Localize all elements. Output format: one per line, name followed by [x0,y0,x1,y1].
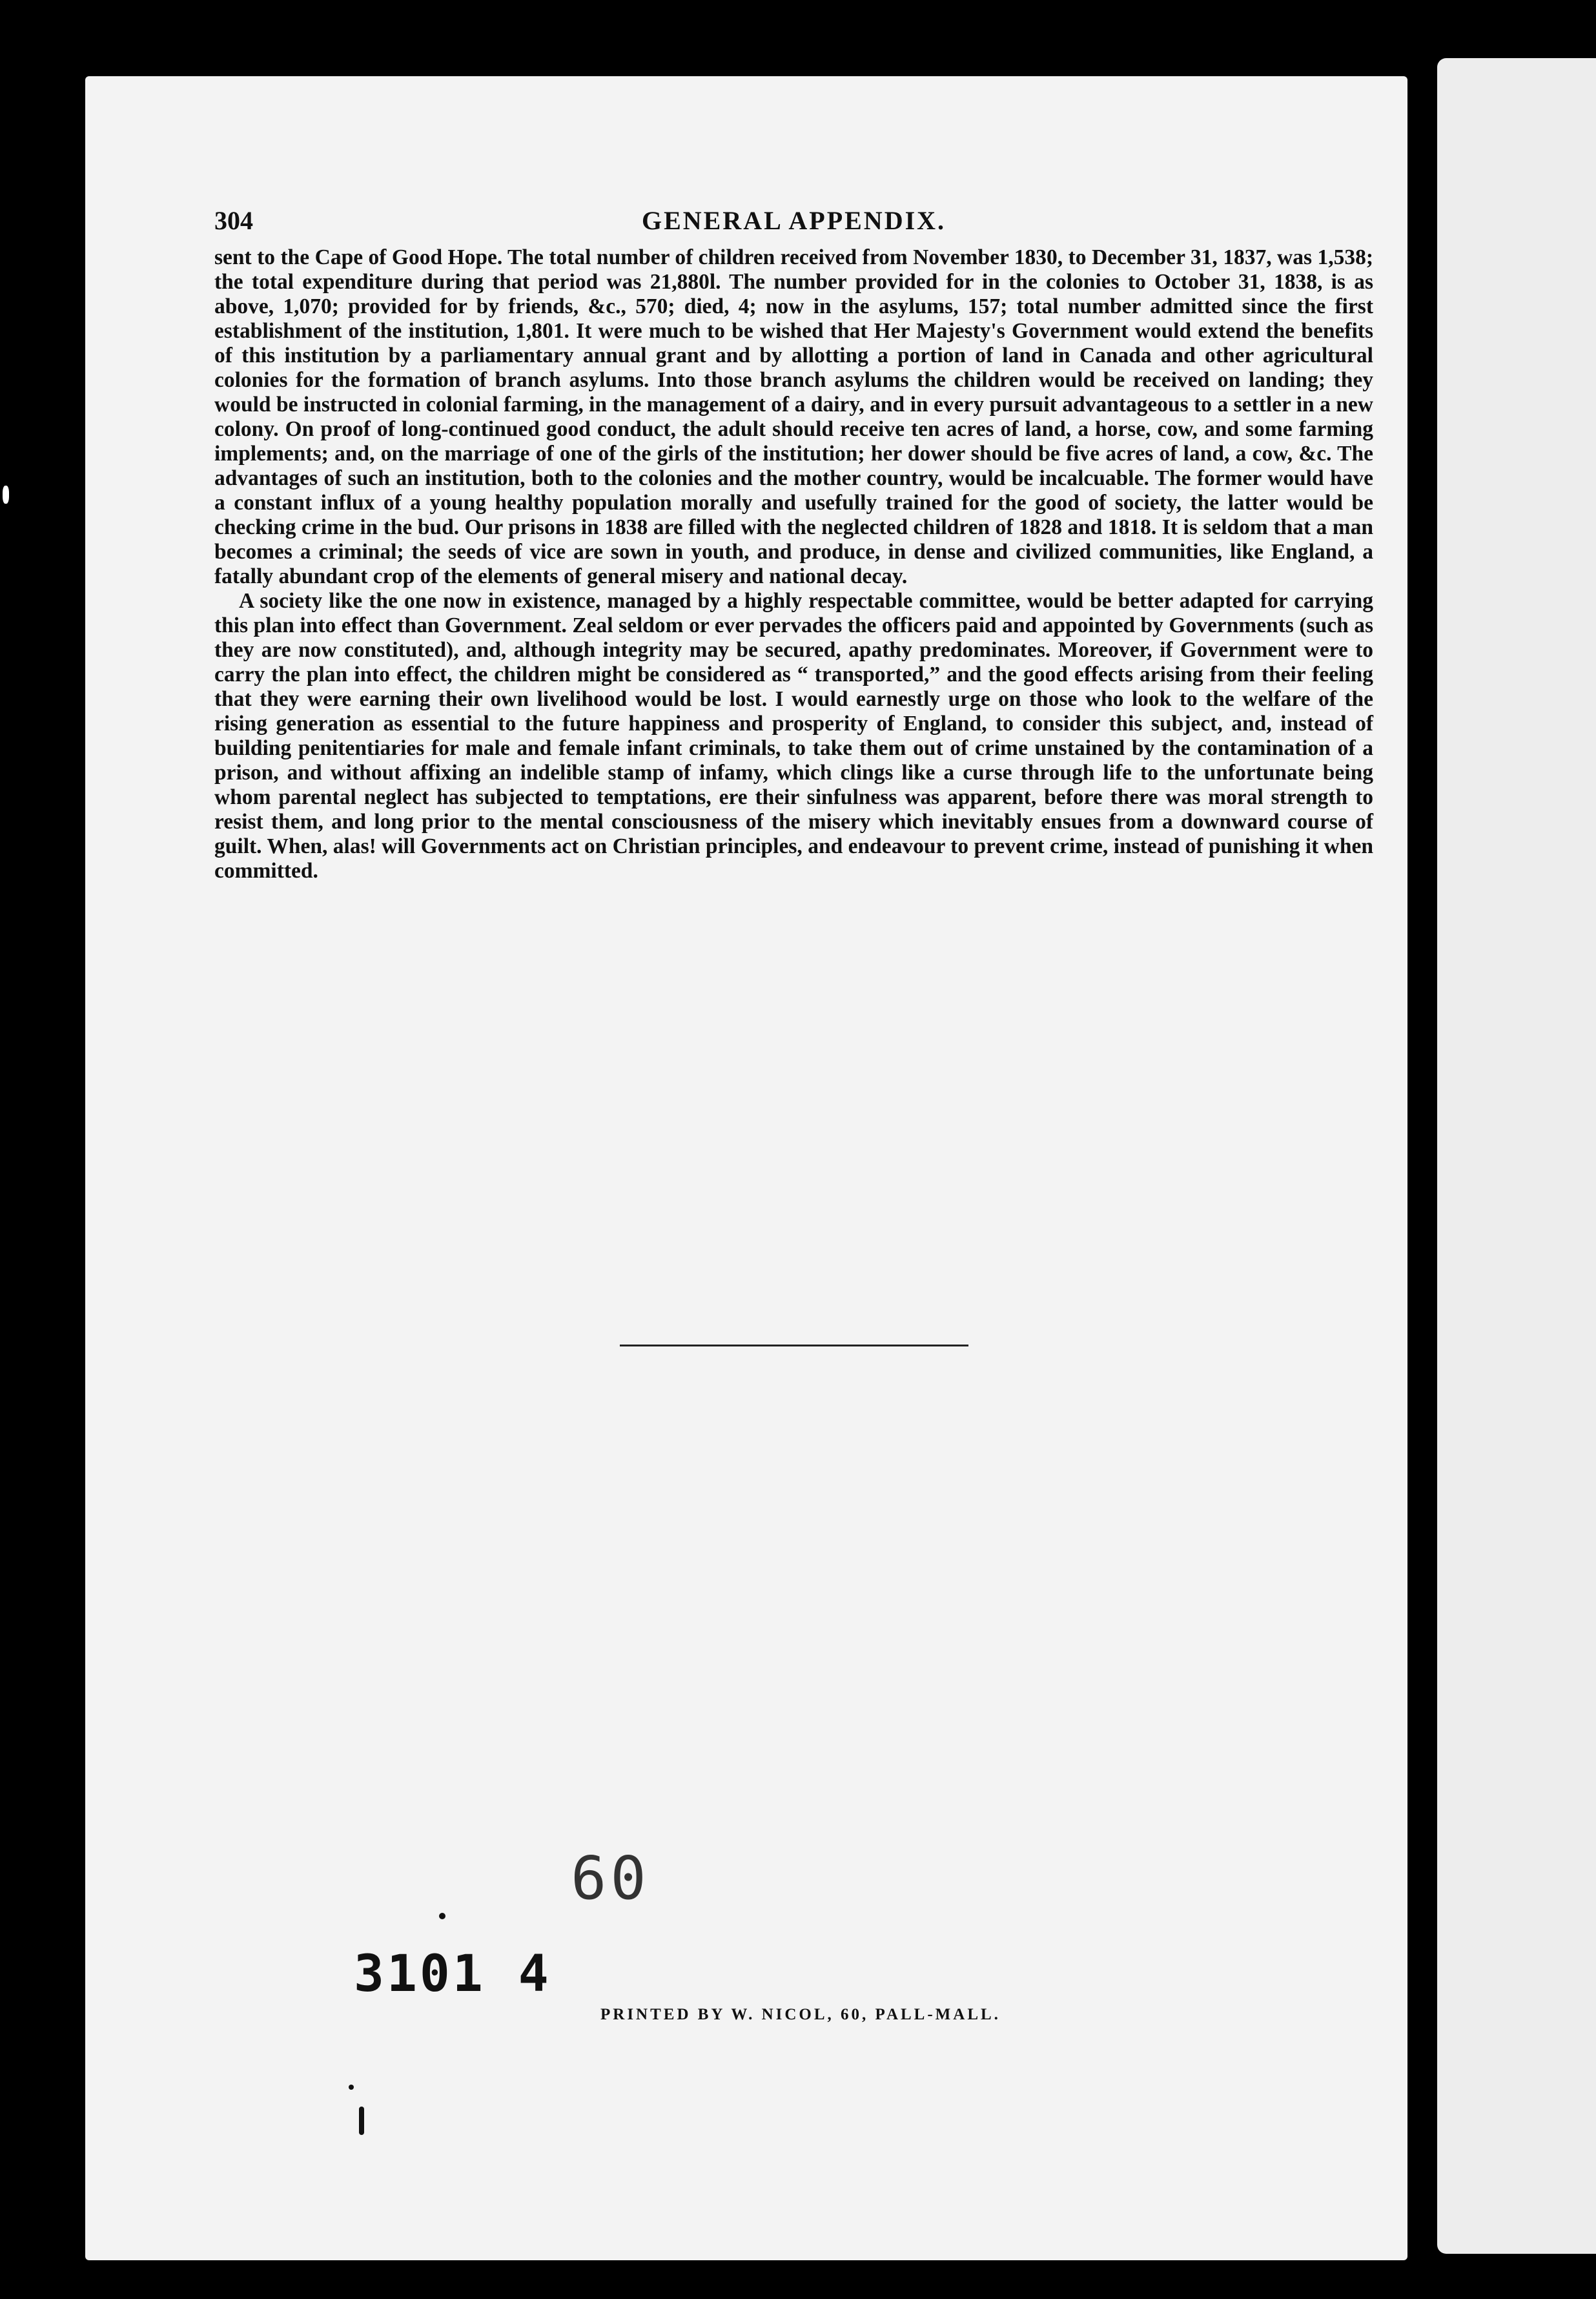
ink-speck [349,2085,354,2090]
end-rule [620,1345,968,1346]
page-header [214,205,1373,244]
page-number: 304 [214,206,253,235]
shelfmark: 3101 4 [354,1945,551,2003]
running-head: GENERAL APPENDIX. [641,206,946,235]
margin-mark [3,486,9,504]
paragraph-2: A society like the one now in existence, managed by a highly respectable committee, would be better adapted for carrying this plan into effect than Government. Zeal seldom or ever pervades the officers paid and appointed by Governments (such as they are now constituted), and, although integrity may be secured, apathy predominates. Moreover, if Government were to carry the plan into effect, the children might be considered as “ transported,” and the good effects arising from their feeling that they were earning their own livelihood would be lost. I would earnestly urge on those who look to the welfare of the rising generation as essential to the future happiness and prosperity of England, to consider this subject, and, instead of building penitentiaries for male and female infant criminals, to take them out of crime unstained by the contamination of a prison, and without affixing an indelible stamp of infamy, which clings like a curse through life to the unfortunate being whom parental neglect has subjected to temptations, ere their sinfulness was apparent, before there was moral strength to resist them, and long prior to the mental consciousness of the misery which inevitably ensues from a downward course of guilt. When, alas! will Governments act on Christian principles, and endeavour to prevent crime, instead of punishing it when committed. [214,589,1373,883]
handwritten-number: 60 [571,1844,650,1913]
ink-speck [439,1913,445,1919]
ink-mark [359,2107,364,2135]
printer-imprint: PRINTED BY W. NICOL, 60, PALL-MALL. [600,2006,1001,2023]
adjacent-page-edge [1437,58,1596,2254]
paragraph-1: sent to the Cape of Good Hope. The total number of children received from November 1830, to December 31, 1837, was 1,538; the total expenditure during that period was 21,880l. The number provided for in the colonies to October 31, 1838, is as above, 1,070; provided for by friends, &c., 570; died, 4; now in the asylums, 157; total number admitted since the first establishment of the institution, 1,801. It were much to be wished that Her Majesty's Government would extend the benefits of this institution by a parliamentary annual grant and by allotting a portion of land in Canada and other agricultural colonies for the formation of branch asylums. Into those branch asylums the children would be received on landing; they would be instructed in colonial farming, in the management of a dairy, and in every pursuit advantageous to a settler in a new colony. On proof of long-continued good conduct, the adult should receive ten acres of land, a horse, cow, and some farming implements; and, on the marriage of one of the girls of the institution; her dower should be five acres of land, a cow, &c. The advantages of such an institution, both to the colonies and the mother country, would be incalcuable. The former would have a constant influx of a young healthy population morally and usefully trained for the good of society, the latter would be checking crime in the bud. Our prisons in 1838 are filled with the neglected children of 1828 and 1818. It is seldom that a man becomes a criminal; the seeds of vice are sown in youth, and produce, in dense and civilized communities, like England, a fatally abundant crop of the elements of general misery and national decay. [214,245,1373,588]
body-text [214,245,1373,883]
